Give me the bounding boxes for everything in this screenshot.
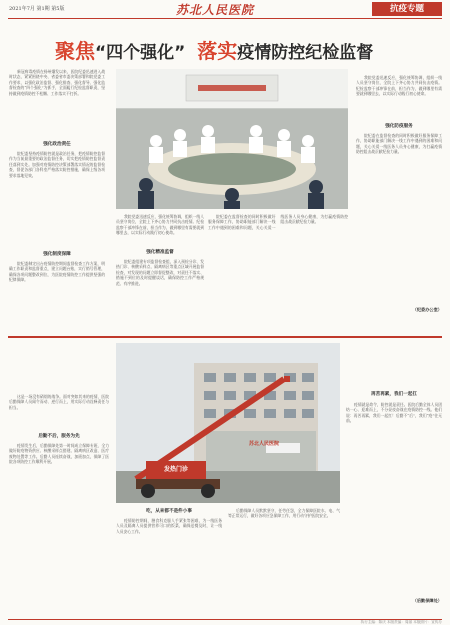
col4-paragraph-lead: 我院党委迅速反应，强化统筹协调，组织一线人员坚守岗位，全院上下齐心协力共同抗击疫情。纪检监察干部冲锋在前，担当作为，做到哪里有需要就到哪里去，以实际行动践行初心使命。 xyxy=(356,75,442,97)
col1-subhead-system: 强化制度保障 xyxy=(43,252,71,257)
footer-credits: 执行主编：陈庆 本版责编：周丽 本版照片：宣传办 xyxy=(360,620,442,624)
col1-subhead-politics: 强化政治责任 xyxy=(43,142,71,147)
col4-subhead-service: 强化防疫服务 xyxy=(385,124,413,129)
issue-date: 2021年7月 第1期 第5版 xyxy=(9,6,65,12)
article1-headline xyxy=(55,36,415,66)
col4-body-together: 疫情就是命令，防控就是责任。医院后勤全体人员团结一心、迎难而上，不分昼夜奋战在疫情防控一线。他们说：再苦再累，我们一起扛！后勤不“后”，我们“疫”往无前。 xyxy=(346,402,442,424)
article2-col2 xyxy=(116,508,222,620)
section-tab: 抗疫专题 xyxy=(372,2,442,16)
headline-implement: 落实 xyxy=(197,39,238,63)
building-banner: 苏北人民医院 xyxy=(248,441,279,447)
col2-paragraph-top: 我院党委迅速反应，强化统筹协调，组织一线人员坚守岗位，全院上下齐心协力共同抗击疫情。纪检监察干部冲锋在前，担当作为，做到哪里有需要就到哪里去，以实际行动践行初心使命。 xyxy=(116,214,204,236)
article1-col3: 院纪委在监督检查的同时积极做好服务保障工作，协助职能部门解决一线工作中遇到的困难和问题，关心关爱一线医务人员身心健康，为打赢疫情防控阻击战贡献纪检力量。 xyxy=(208,214,348,230)
masthead: 苏北人民医院 xyxy=(176,3,255,17)
col1-paragraph-intro: 新冠病毒疫情在扬州爆发以来，医院纪委迅速进入战时状态，紧紧围绕中央、省委省市委决策部署和院党委工作要求，以强化政治监督、强化排查、强化督导、强化监督检查的“四个强化”为抓手，全面履行纪检监督职责，坚持做到疫情防控不松懈、工作落实不打折。 xyxy=(9,69,105,96)
col1-body-logistics: 疫情发生后，后勤保障处第一时间成立保障专班，全力做好防疫物资供应、核酸采样点搭建、隔离病区改造、医疗废物处置等工作。后勤人员连续奋战，加班加点，保障了医院各项防控工作顺利开展。 xyxy=(9,443,109,465)
header xyxy=(0,0,450,19)
col4-subhead-together: 再苦再累，我们一起扛 xyxy=(371,392,417,397)
hospital-photo-illustration xyxy=(116,343,340,503)
headline-rest: 疫情防控纪检监督 xyxy=(237,43,374,63)
article1-signoff: （纪委办公室） xyxy=(412,307,442,312)
col1-paragraph-system: 院纪委制定出台疫情防控期间监督检查工作方案，明确工作职责和监督重点，建立问题台账，实行销号管理，确保各项问题整改到位，为医院疫情防控工作提供坚强的纪律保障。 xyxy=(9,261,105,283)
article-divider xyxy=(8,336,442,338)
col2-subhead-precise: 强化精准监督 xyxy=(146,250,174,255)
col2-subhead-food: 吃，从来都不是件小事 xyxy=(146,509,192,514)
col1-intro: 这是一场没有硝烟的战争。面对突如其来的疫情，医院后勤保障人员闻令而动、逆行而上，用实际行动诠释责任与担当。 xyxy=(9,394,109,410)
article2-col1 xyxy=(9,394,109,618)
headline-focus: 聚焦 xyxy=(55,39,95,63)
article2-col4 xyxy=(346,388,442,618)
article1-col2 xyxy=(116,214,204,332)
col1-subhead-logistics: 后勤不后，服务为先 xyxy=(38,434,80,439)
crane-sign: 发热门诊 xyxy=(163,466,188,473)
meeting-photo xyxy=(116,69,348,209)
article1-col4 xyxy=(356,75,442,333)
headline-four: “四个强化” xyxy=(95,43,186,63)
col1-paragraph-politics: 院纪委坚持疫情防控就是政治任务，把疫情防控监督作为当前最重要的政治监督任务，切实把疫情防控监督责任落到实处。加强对疫情防控决策部署落实情况的监督检查，督促各部门各科室严格落实防控措施，确保上级各项要求落地见效。 xyxy=(9,151,105,178)
meeting-photo-illustration xyxy=(116,69,348,209)
article2-signoff: （后勤保障处） xyxy=(412,598,442,603)
col2-body-food: 疫情防控期间，膳食科克服人手紧张等困难，为一线医务人员及隔离人员提供营养可口的饭菜，确保送餐及时，让一线人员安心工作。 xyxy=(116,518,222,534)
hospital-photo xyxy=(116,343,340,503)
article2-col3: 后勤保障人员默默坚守，任劳任怨，全力保障医院水、电、气等正常运行，做好各项应急保障工作，用行动守护医院安全。 xyxy=(228,508,340,519)
header-rule xyxy=(8,18,442,19)
col2-paragraph-precise: 院纪委组建专项监督检查组，深入预检分诊、发热门诊、核酸采样点、隔离病区等重点区域开展监督检查，对发现的问题立即督促整改，对责任不落实、措施不到位的及时提醒谈话，确保防控工作严格规范、有序推进。 xyxy=(116,259,204,286)
col4-paragraph-service: 院纪委在监督检查的同时积极做好服务保障工作，协助职能部门解决一线工作中遇到的困难和问题，关心关爱一线医务人员身心健康，为打赢疫情防控阻击战贡献纪检力量。 xyxy=(356,133,442,155)
article1-col1 xyxy=(9,69,105,333)
